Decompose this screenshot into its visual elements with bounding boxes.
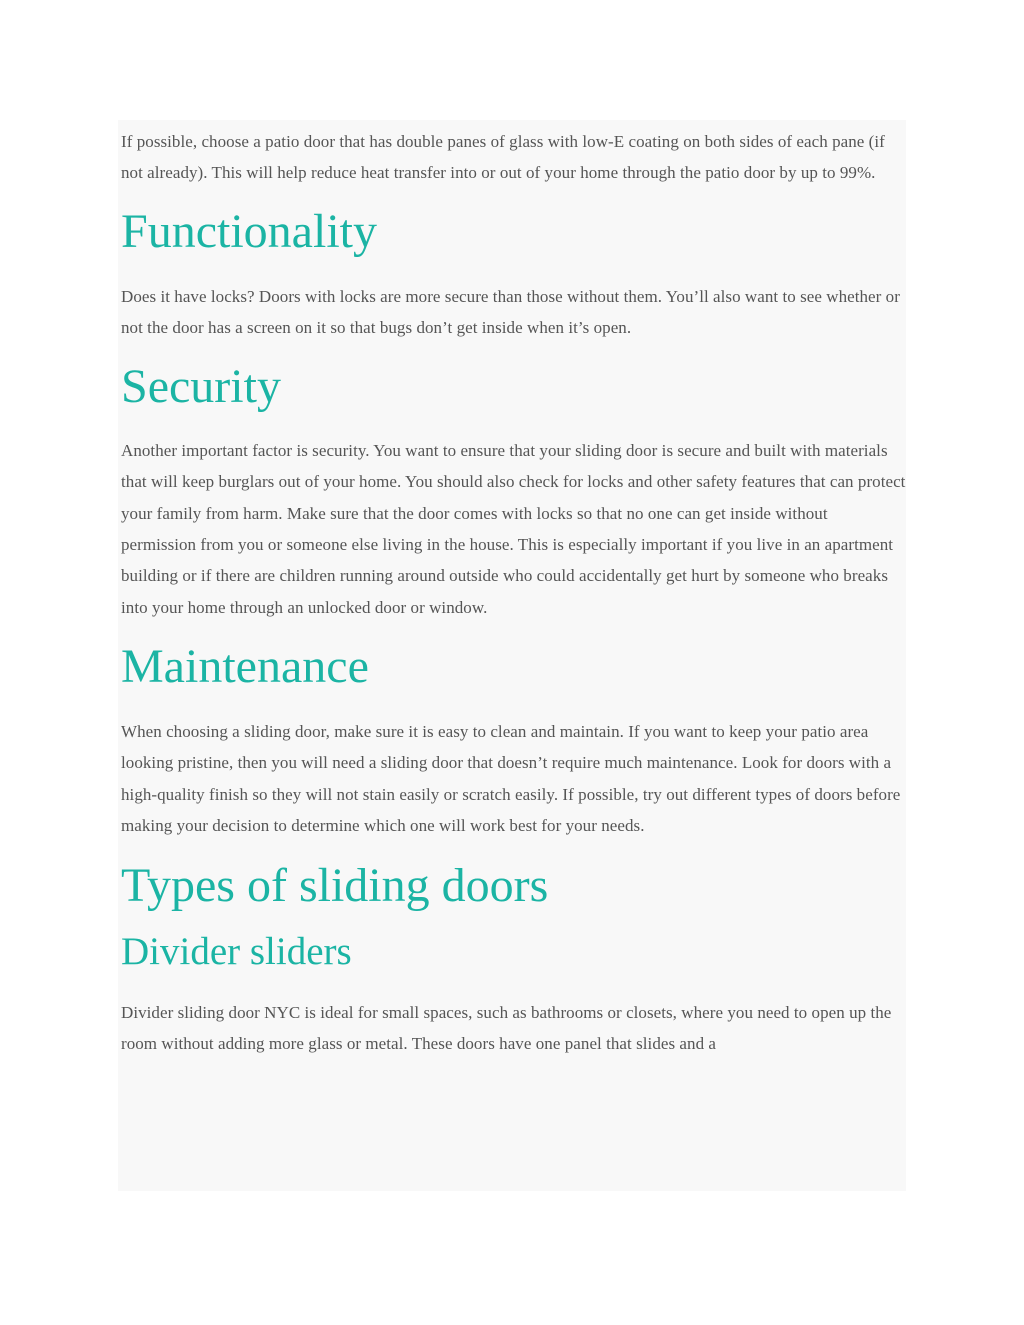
heading-types-of-sliding-doors: Types of sliding doors xyxy=(121,859,549,913)
subheading-divider-sliders: Divider sliders xyxy=(121,930,352,974)
heading-security: Security xyxy=(121,360,281,414)
paragraph-functionality: Does it have locks? Doors with locks are more secure than those without them. You’ll also want to see whether or not the door has a screen on it so that bugs don’t get inside when it’s open. xyxy=(121,286,900,337)
heading-maintenance: Maintenance xyxy=(121,639,369,693)
document-content-panel xyxy=(118,120,906,1191)
document-body xyxy=(118,126,906,1060)
paragraph-divider-sliders: Divider sliding door NYC is ideal for small spaces, such as bathrooms or closets, where you need to open up the room without adding more glass or metal. These doors have one panel that slides and a xyxy=(121,1003,892,1054)
paragraph-maintenance: When choosing a sliding door, make sure it is easy to clean and maintain. If you want to keep your patio area looking pristine, then you will need a sliding door that doesn’t require much maintenance. Look for doors with a high-quality finish so they will not stain easily or scratch easily. If possible, try out different types of doors before making your decision to determine which one will work best for your needs. xyxy=(121,721,901,835)
intro-paragraph: If possible, choose a patio door that has double panes of glass with low-E coating on both sides of each pane (if not already). This will help reduce heat transfer into or out of your home through the patio door by up to 99%. xyxy=(121,132,885,183)
paragraph-security: Another important factor is security. You want to ensure that your sliding door is secure and built with materials that will keep burglars out of your home. You should also check for locks and other safety features that can protect your family from harm. Make sure that the door comes with locks so that no one can get inside without permission from you or someone else living in the house. This is especially important if you live in an apartment building or if there are children running around outside who could accidentally get hurt by someone who breaks into your home through an unlocked door or window. xyxy=(121,441,906,617)
heading-functionality: Functionality xyxy=(121,204,377,258)
